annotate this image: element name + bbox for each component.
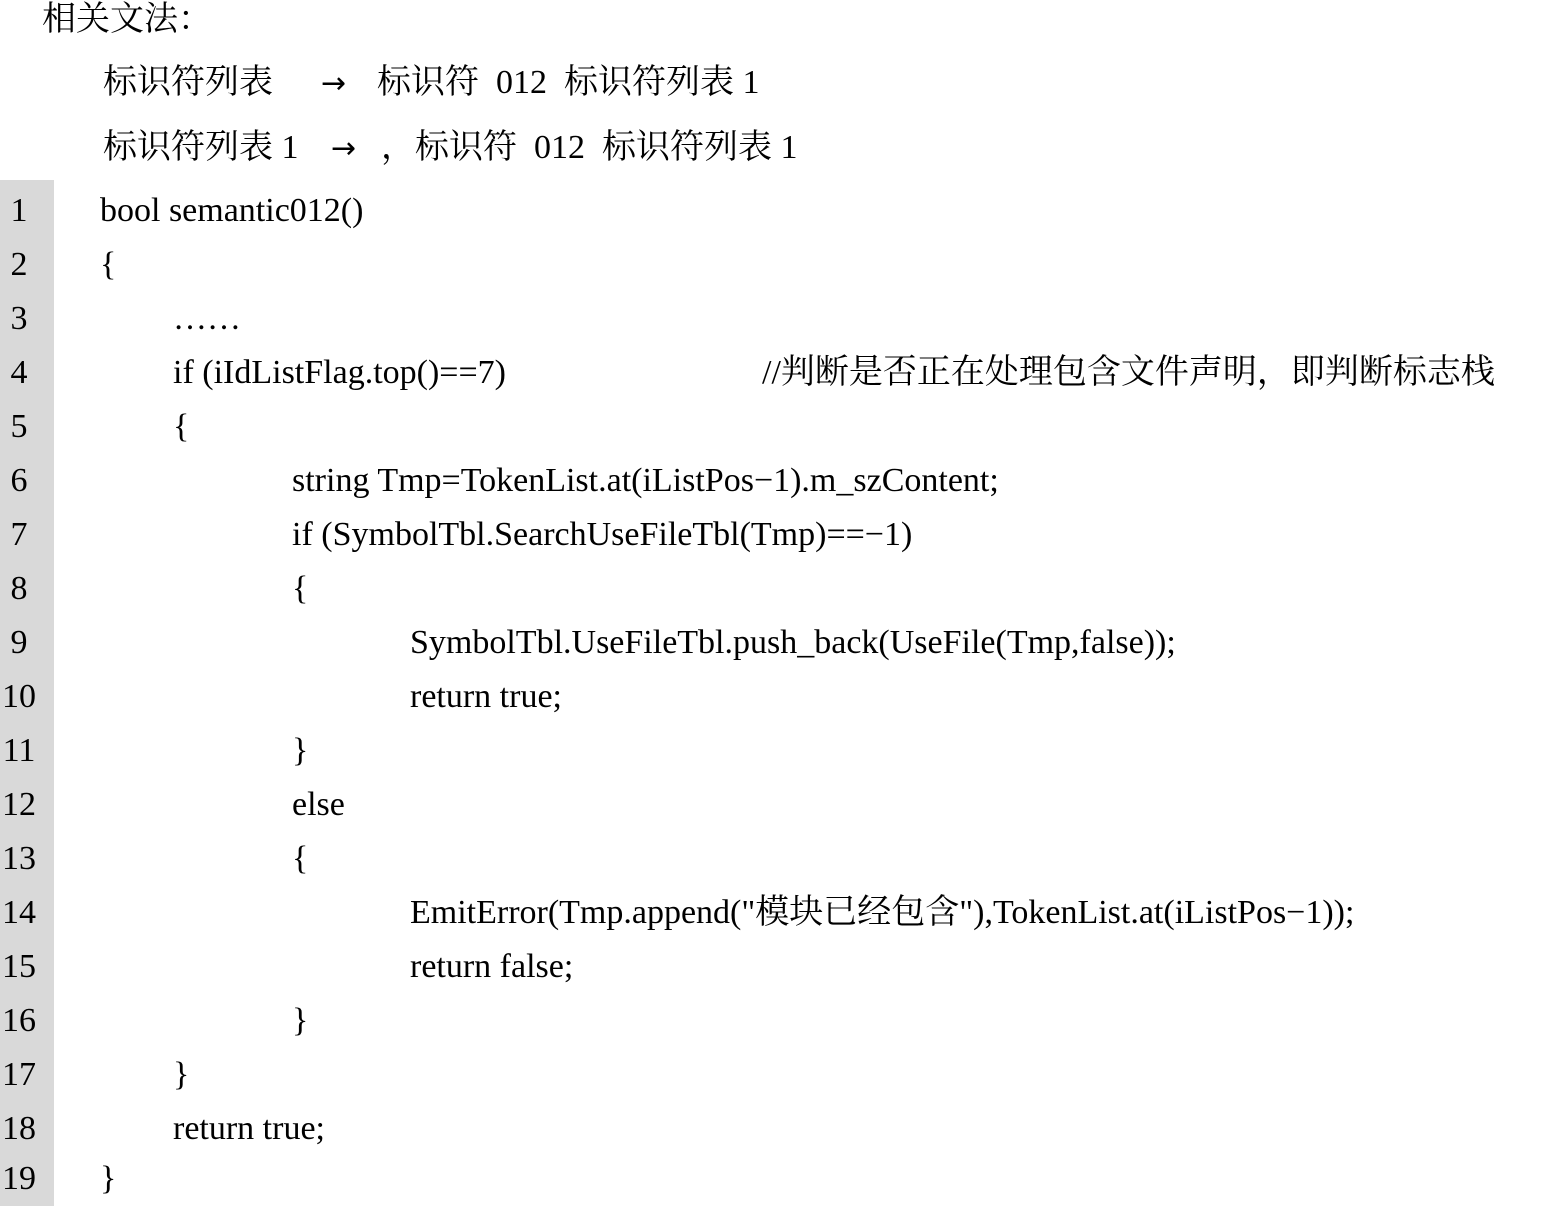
code-text: else bbox=[292, 786, 345, 823]
code-text: SymbolTbl.UseFileTbl.push_back(UseFile(Tmp,false)); bbox=[410, 624, 1176, 661]
line-number: 7 bbox=[10, 516, 28, 553]
code-line-4 bbox=[0, 346, 1556, 400]
line-number: 2 bbox=[10, 246, 28, 283]
code-text: } bbox=[292, 1002, 309, 1039]
line-number: 3 bbox=[10, 300, 28, 337]
code-text: { bbox=[292, 840, 309, 877]
code-text: { bbox=[292, 570, 309, 607]
code-line-18 bbox=[0, 1102, 1556, 1156]
line-number: 14 bbox=[2, 894, 36, 931]
grammar-rule-2 bbox=[103, 125, 798, 171]
code-line-9 bbox=[0, 616, 1556, 670]
grammar-rule-2-lhs: 标识符列表 1 bbox=[103, 129, 299, 166]
line-number: 6 bbox=[10, 462, 28, 499]
line-number: 17 bbox=[2, 1056, 36, 1093]
section-heading: 相关文法： bbox=[42, 1, 212, 38]
code-text: bool semantic012() bbox=[100, 192, 364, 229]
code-line-12 bbox=[0, 778, 1556, 832]
line-number: 11 bbox=[2, 732, 36, 769]
code-line-14 bbox=[0, 886, 1556, 940]
code-text: if (iIdListFlag.top()==7) bbox=[173, 354, 506, 391]
code-line-1 bbox=[0, 184, 1556, 238]
line-number: 5 bbox=[10, 408, 28, 445]
code-line-17 bbox=[0, 1048, 1556, 1102]
code-text: } bbox=[100, 1160, 117, 1197]
line-number: 12 bbox=[2, 786, 36, 823]
code-line-10 bbox=[0, 670, 1556, 724]
code-text: } bbox=[292, 732, 309, 769]
code-line-6 bbox=[0, 454, 1556, 508]
code-text: string Tmp=TokenList.at(iListPos−1).m_szContent; bbox=[292, 462, 999, 499]
line-number: 15 bbox=[2, 948, 36, 985]
code-line-15 bbox=[0, 940, 1556, 994]
line-number: 9 bbox=[10, 624, 28, 661]
code-line-16 bbox=[0, 994, 1556, 1048]
code-text: { bbox=[173, 408, 190, 445]
grammar-rule-2-arrow: → bbox=[331, 131, 357, 166]
grammar-rule-1 bbox=[103, 60, 760, 106]
code-text: return false; bbox=[410, 948, 574, 985]
code-line-3 bbox=[0, 292, 1556, 346]
line-number: 16 bbox=[2, 1002, 36, 1039]
grammar-rule-1-lhs: 标识符列表 bbox=[103, 64, 273, 101]
code-text: { bbox=[100, 246, 117, 283]
line-number: 10 bbox=[2, 678, 36, 715]
grammar-rule-1-arrow: → bbox=[321, 66, 347, 101]
code-line-8 bbox=[0, 562, 1556, 616]
code-text: } bbox=[173, 1056, 190, 1093]
line-number: 19 bbox=[2, 1160, 36, 1197]
code-line-7 bbox=[0, 508, 1556, 562]
code-text: EmitError(Tmp.append("模块已经包含"),TokenList.at(iListPos−1)); bbox=[410, 894, 1355, 931]
code-text: return true; bbox=[173, 1110, 325, 1147]
code-line-13 bbox=[0, 832, 1556, 886]
grammar-rule-1-rhs: 标识符 012 标识符列表 1 bbox=[377, 64, 760, 101]
code-text: if (SymbolTbl.SearchUseFileTbl(Tmp)==−1) bbox=[292, 516, 913, 553]
line-number: 4 bbox=[10, 354, 28, 391]
code-line-19 bbox=[0, 1152, 1556, 1206]
line-number: 13 bbox=[2, 840, 36, 877]
line-number: 1 bbox=[10, 192, 28, 229]
line-number: 18 bbox=[2, 1110, 36, 1147]
grammar-rule-2-rhs: ，标识符 012 标识符列表 1 bbox=[381, 129, 798, 166]
code-comment: //判断是否正在处理包含文件声明，即判断标志栈 bbox=[762, 354, 1495, 391]
code-line-5 bbox=[0, 400, 1556, 454]
code-line-11 bbox=[0, 724, 1556, 778]
code-text: return true; bbox=[410, 678, 562, 715]
code-line-2 bbox=[0, 238, 1556, 292]
line-number: 8 bbox=[10, 570, 28, 607]
code-text: …… bbox=[173, 300, 241, 337]
